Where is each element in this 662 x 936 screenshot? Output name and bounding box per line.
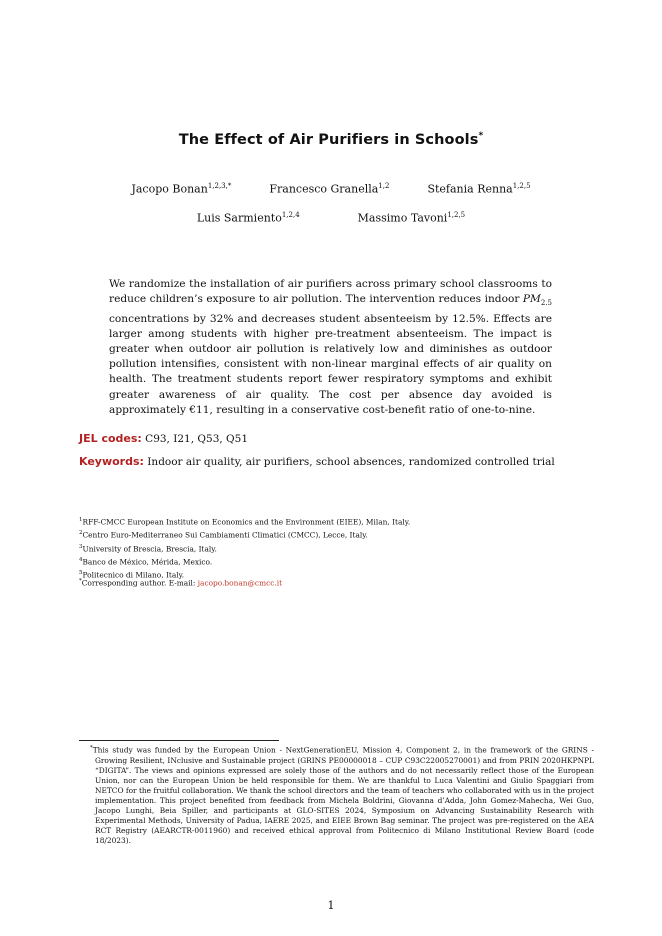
keywords-value: Indoor air quality, air purifiers, school absences, randomized controlled trial [147, 456, 555, 468]
affiliation: $^2$Centro Euro-Mediterraneo Sui Cambiamenti Climatici (CMCC), Lecce, Italy. [79, 530, 368, 540]
author-row-1 [0, 182, 662, 196]
author-row-2 [0, 211, 662, 225]
funding-footnote: *This study was funded by the European Union - NextGenerationEU, Mission 4, Component 2, in the framework of the GRINS -Growing Resilient, INclusive and Sustainable project (GRINS PE00000018 – CUP C93C22005270001) and from PRIN 2020HKPNPL “DIGITA”. The views and opinions expressed are solely those of the authors and do not necessarily reflect those of the European Union, nor can the European Union be held responsible for them. We are thankful to Luca Valentini and Giulio Spaggiari from NETCO for the fruitful collaboration. We thank the school directors and the team of teachers who collaborated with us in the project implementation. This project benefited from feedback from Michela Boldrini, Giovanna d’Adda, John Gomez-Mahecha, Wei Guo, Jacopo Lunghi, Beia Spiller, and participants at GLO-SITES 2024, Symposium on Advancing Sustainability Research with Experimental Methods, University of Padua, IAERE 2025, and EIEE Brown Bag seminar. The project was pre-registered on the AEA RCT Registry (AEARCTR-0011960) and received ethical approval from Politecnico di Milano Institutional Review Board (code 18/2023). [90, 745, 594, 846]
corresponding-author: *Corresponding author. E-mail: jacopo.bonan@cmcc.it [79, 578, 283, 588]
page-number: 1 [327, 899, 335, 912]
email-link[interactable]: jacopo.bonan@cmcc.it [197, 578, 283, 588]
abstract: We randomize the installation of air purifiers across primary school classrooms to reduce children’s exposure to air pollution. The intervention reduces indoor $PM_{2.5}$ concentrations by 32% and decreases student absenteeism by 12.5%. Effects are larger among students with higher pre-treatment absenteeism. The impact is greater when outdoor air pollution is relatively low and diminishes as outdoor pollution intensifies, consistent with non-linear marginal effects of air quality on health. The treatment students report fewer respiratory symptoms and exhibit greater awareness of air quality. The cost per absence day avoided is approximately €11, resulting in a conservative cost-benefit ratio of one-to-nine. [109, 278, 552, 416]
author: Francesco Granella$^{1,2}$ [269, 182, 390, 196]
affiliation: $^1$RFF-CMCC European Institute on Economics and the Environment (EIEE), Milan, Italy. [79, 517, 411, 527]
author: Jacopo Bonan$^{1,2,3,*}$ [131, 182, 232, 196]
author: Luis Sarmiento$^{1,2,4}$ [196, 211, 300, 225]
title-footnote-mark: * [478, 131, 484, 141]
footnote-rule [79, 740, 279, 741]
affiliation: $^3$University of Brescia, Brescia, Italy. [79, 543, 217, 553]
affiliation: $^5$Politecnico di Milano, Italy. [79, 570, 185, 580]
author: Stefania Renna$^{1,2,5}$ [427, 182, 531, 196]
jel-value: C93, I21, Q53, Q51 [145, 433, 249, 445]
jel-codes [79, 432, 248, 445]
keywords [79, 455, 555, 468]
affiliations [79, 515, 410, 581]
keywords-label: Keywords: [79, 455, 144, 468]
paper-title: The Effect of Air Purifiers in Schools* [178, 131, 484, 148]
jel-label: JEL codes: [79, 432, 142, 445]
author: Massimo Tavoni$^{1,2,5}$ [357, 211, 466, 225]
affiliation: $^4$Banco de México, Mérida, Mexico. [79, 556, 213, 567]
